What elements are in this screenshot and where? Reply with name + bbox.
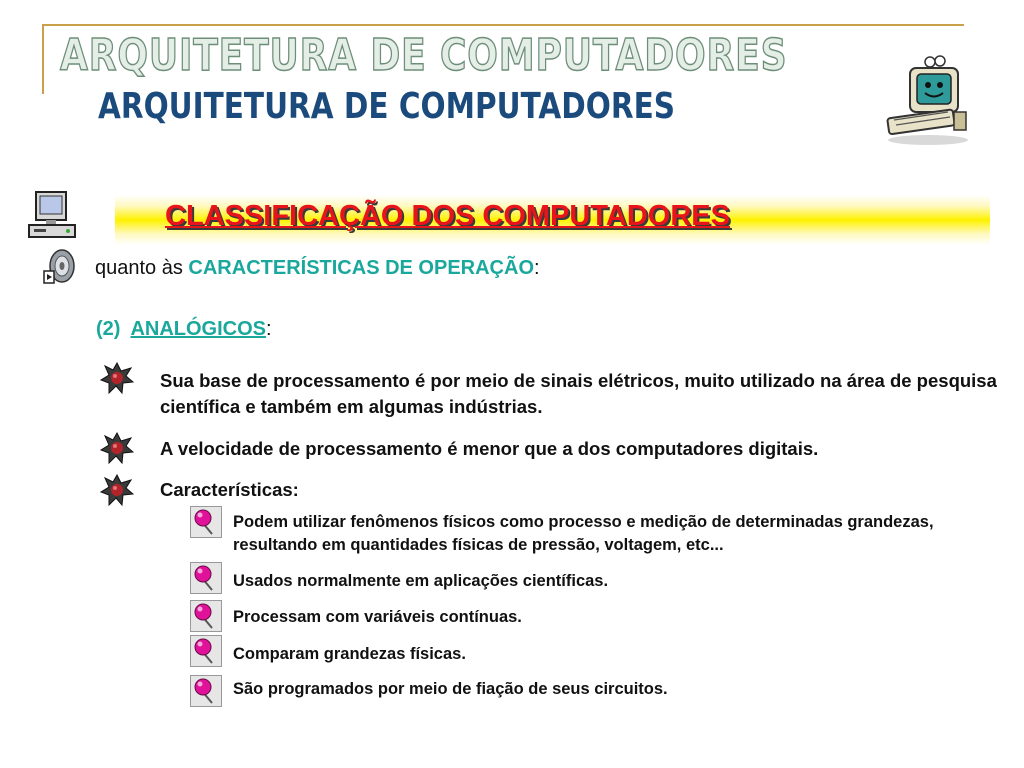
star-bullet-icon [100, 362, 134, 394]
sub-bullet-item: Usados normalmente em aplicações científicas. [233, 572, 609, 590]
pushpin-icon [190, 506, 222, 538]
pushpin-icon [190, 600, 222, 632]
sub-bullet-item: São programados por meio de fiação de seus circuitos. [233, 680, 668, 698]
sub-bullet-item: Processam com variáveis contínuas. [233, 608, 522, 626]
star-bullet-icon [100, 432, 134, 464]
bullet-item: Sua base de processamento é por meio de sinais elétricos, muito utilizado na área de pesquisa científica e também em algumas indústrias. [160, 370, 997, 417]
section-link[interactable]: ANALÓGICOS [130, 318, 267, 340]
pushpin-icon [190, 562, 222, 594]
subtitle-highlight: CARACTERÍSTICAS DE OPERAÇÃO [188, 257, 534, 279]
sub-bullet-item: Podem utilizar fenômenos físicos como processo e medição de determinadas grandezas, resultando em quantidades físicas de pressão, voltagem, etc... [233, 513, 934, 554]
bullet-item: A velocidade de processamento é menor que a dos computadores digitais. [160, 438, 819, 459]
frame-top-line [42, 24, 964, 26]
banner-main-title: ARQUITETURA DE COMPUTADORES [98, 86, 676, 127]
computer-mascot-icon [880, 54, 976, 146]
star-bullet-icon [100, 474, 134, 506]
banner-outline-title: ARQUITETURA DE COMPUTADORES [60, 30, 788, 81]
frame-left-line [42, 24, 44, 94]
section-colon: : [266, 318, 272, 340]
subtitle-suffix: : [534, 257, 540, 279]
desktop-computer-icon [26, 190, 78, 242]
section-heading [96, 318, 272, 341]
bullet-item: Características: [160, 479, 299, 500]
slide-title: CLASSIFICAÇÃO DOS COMPUTADORES [165, 200, 730, 232]
pushpin-icon [190, 635, 222, 667]
pushpin-icon [190, 675, 222, 707]
section-number: (2) [96, 318, 121, 340]
subtitle [95, 257, 540, 280]
sub-bullet-item: Comparam grandezas físicas. [233, 645, 466, 663]
speaker-icon[interactable] [42, 248, 76, 286]
subtitle-prefix: quanto às [95, 257, 189, 279]
